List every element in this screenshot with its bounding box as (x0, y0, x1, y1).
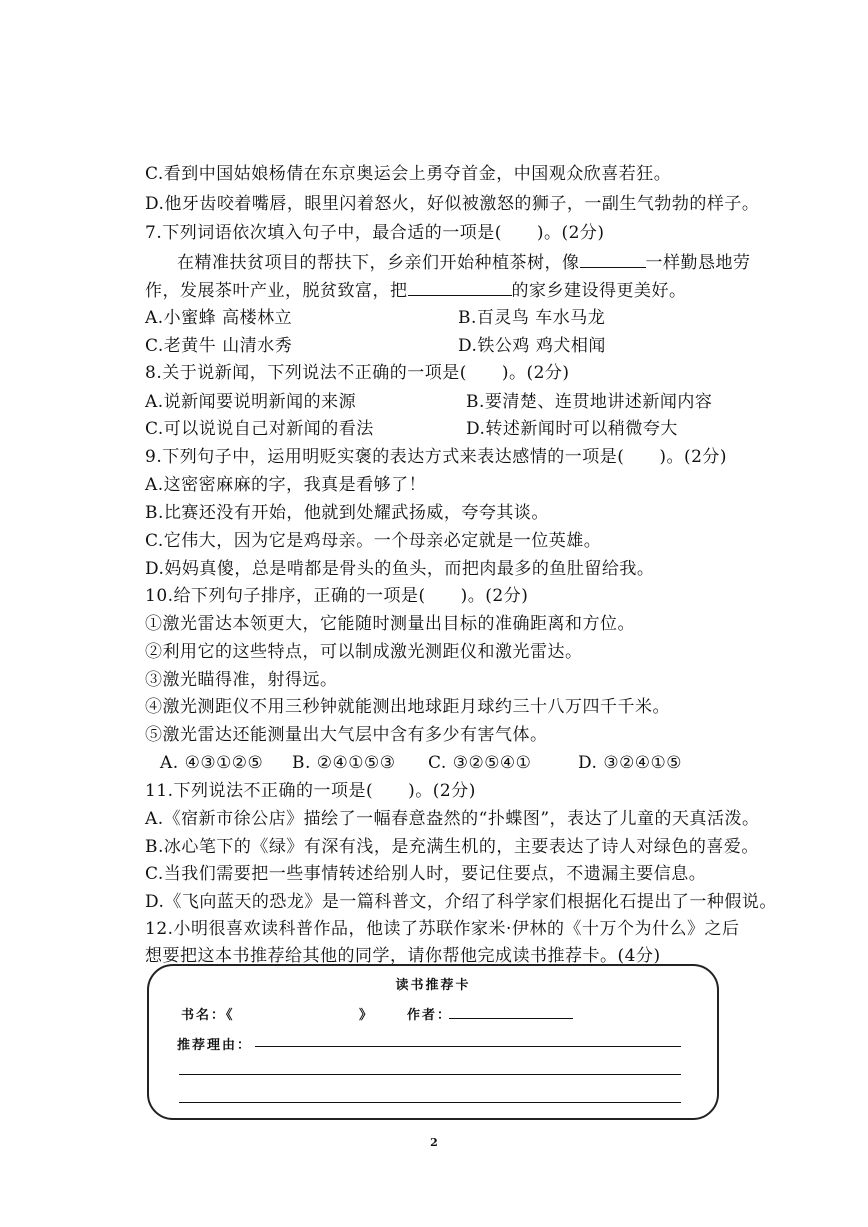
question-7: 7.下列词语依次填入句子中，最合适的一项是( )。(2分) (145, 223, 605, 243)
question-9-option-a: A.这密密麻麻的字，我真是看够了！ (145, 475, 427, 495)
book-name-close-bracket: 》 (359, 1008, 375, 1023)
question-10-sentence-4: ④激光测距仪不用三秒钟就能测出地球距月球约三十八万四千千米。 (145, 697, 670, 717)
question-9-option-c: C.它伟大，因为它是鸡母亲。一个母亲必定就是一位英雄。 (145, 531, 602, 551)
question-7-sentence-part3: 作，发展茶叶产业，脱贫致富，把 (145, 281, 408, 301)
question-10-option-b: B. ②④①⑤③ (292, 753, 396, 773)
option-d-line: D.他牙齿咬着嘴唇，眼里闪着怒火，好似被激怒的狮子，一副生气勃勃的样子。 (145, 194, 760, 214)
question-7-sentence-part1: 在精准扶贫项目的帮扶下，乡亲们开始种植茶树，像 (177, 253, 580, 273)
question-10-sentence-3: ③激光瞄得准，射得远。 (145, 670, 338, 690)
question-7-sentence-line1 (177, 251, 751, 274)
question-11: 11.下列说法不正确的一项是( )。(2分) (145, 781, 476, 801)
card-title: 读书推荐卡 (395, 978, 471, 993)
question-10-option-a: A. ④③①②⑤ (160, 753, 264, 773)
question-8-option-d: D.转述新闻时可以稍微夸大 (466, 419, 678, 439)
question-10: 10.给下列句子排序，正确的一项是( )。(2分) (145, 586, 529, 606)
question-11-option-c: C.当我们需要把一些事情转述给别人时，要记住要点，不遗漏主要信息。 (145, 864, 707, 884)
question-7-option-d: D.铁公鸡 鸡犬相闻 (458, 336, 606, 356)
question-10-option-d: D. ③②④①⑤ (578, 753, 683, 773)
reason-blank-line-1[interactable] (255, 1046, 681, 1047)
fill-blank[interactable] (408, 279, 512, 296)
question-10-sentence-2: ②利用它的这些特点，可以制成激光测距仪和激光雷达。 (145, 642, 583, 662)
question-11-option-a: A.《宿新市徐公店》描绘了一幅春意盎然的“扑蝶图”，表达了儿童的天真活泼。 (145, 809, 760, 829)
question-12-line2: 想要把这本书推荐给其他的同学，请你帮他完成读书推荐卡。(4分) (145, 946, 661, 966)
option-c-line: C.看到中国姑娘杨倩在东京奥运会上勇夺首金，中国观众欣喜若狂。 (145, 164, 672, 184)
question-11-option-b: B.冰心笔下的《绿》有深有浅，是充满生机的，主要表达了诗人对绿色的喜爱。 (145, 837, 759, 857)
question-8: 8.关于说新闻，下列说法不正确的一项是( )。(2分) (145, 363, 570, 383)
question-8-option-a: A.说新闻要说明新闻的来源 (145, 392, 357, 412)
question-10-sentence-1: ①激光雷达本领更大，它能随时测量出目标的准确距离和方位。 (145, 614, 635, 634)
reason-blank-line-2[interactable] (179, 1074, 681, 1075)
fill-blank[interactable] (580, 251, 646, 268)
question-9-option-b: B.比赛还没有开始，他就到处耀武扬威，夸夸其谈。 (145, 503, 549, 523)
question-7-option-a: A.小蜜蜂 高楼林立 (145, 308, 293, 328)
question-9: 9.下列句子中，运用明贬实褒的表达方式来表达感情的一项是( )。(2分) (145, 447, 728, 467)
reason-blank-line-3[interactable] (179, 1102, 681, 1103)
question-7-option-c: C.老黄牛 山清水秀 (145, 336, 293, 356)
question-12-line1: 12.小明很喜欢读科普作品，他读了苏联作家米·伊林的《十万个为什么》之后 (145, 919, 740, 939)
author-blank[interactable] (449, 1018, 573, 1019)
book-recommendation-card (147, 964, 719, 1120)
question-7-sentence-line2 (145, 279, 687, 302)
book-name-label: 书名：《 (181, 1008, 235, 1023)
question-10-sentence-5: ⑤激光雷达还能测量出大气层中含有多少有害气体。 (145, 725, 548, 745)
author-label: 作者： (407, 1008, 453, 1023)
question-11-option-d: D.《飞向蓝天的恐龙》是一篇科普文，介绍了科学家们根据化石提出了一种假说。 (145, 892, 777, 912)
question-7-option-b: B.百灵鸟 车水马龙 (458, 308, 606, 328)
question-10-option-c: C. ③②⑤④① (428, 753, 532, 773)
page-number: 2 (430, 1136, 438, 1149)
question-7-sentence-part2: 一样勤恳地劳 (645, 253, 751, 273)
question-8-option-b: B.要清楚、连贯地讲述新闻内容 (466, 392, 713, 412)
reason-label: 推荐理由： (177, 1038, 253, 1053)
question-8-option-c: C.可以说说自己对新闻的看法 (145, 419, 374, 439)
question-7-sentence-part4: 的家乡建设得更美好。 (511, 281, 687, 301)
question-9-option-d: D.妈妈真傻，总是啃都是骨头的鱼头，而把肉最多的鱼肚留给我。 (145, 559, 655, 579)
